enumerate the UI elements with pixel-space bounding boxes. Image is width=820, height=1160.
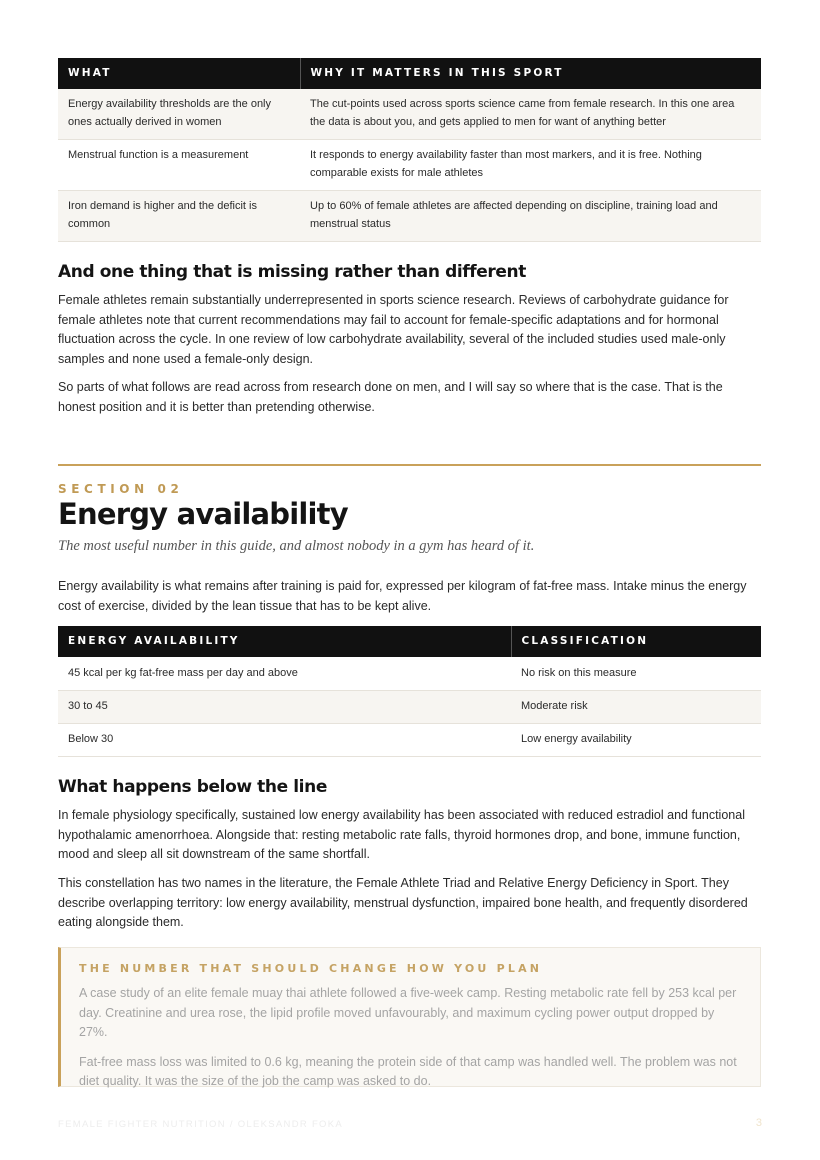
table-header-cell: WHY IT MATTERS IN THIS SPORT [300,58,761,89]
table-cell: It responds to energy availability faster than most markers, and it is free. Nothing comparable exists for male athletes [300,140,761,191]
body-paragraph: In female physiology specifically, sustained low energy availability has been associated with reduced estradiol and functional hypothalamic amenorrhoea. Alongside that: resting metabolic rate falls, thyroid hormones drop, and bone, immune function, mood and sleep all sit downstream of the same shortfall. [58,808,745,861]
table-cell: Up to 60% of female athletes are affected depending on discipline, training load and menstrual status [300,191,761,242]
table-cell: The cut-points used across sports science came from female research. In this one area the data is about you, and gets applied to men for want of anything better [300,89,761,140]
table-header-cell: CLASSIFICATION [511,626,761,657]
table-cell: No risk on this measure [511,657,761,690]
table-header-cell: ENERGY AVAILABILITY [58,626,511,657]
section-heading: And one thing that is missing rather than different [58,262,526,282]
table-cell: 45 kcal per kg fat-free mass per day and above [58,657,511,690]
table-header-cell: WHAT [58,58,300,89]
section-divider [58,464,761,466]
callout-paragraph: Fat-free mass loss was limited to 0.6 kg, meaning the protein side of that camp was handled well. The problem was not diet quality. It was the size of the job the camp was asked to do. [79,1054,737,1088]
female-differences-table [58,58,761,242]
section-label: SECTION 02 [58,482,184,496]
energy-availability-table [58,626,761,757]
table-row [58,89,761,140]
table-cell: Iron demand is higher and the deficit is common [58,191,300,242]
callout-paragraph: A case study of an elite female muay thai athlete followed a five-week camp. Resting metabolic rate fell by 253 kcal per day. Creatinine and urea rose, the lipid profile moved unfavourably, and maximum cycling power output dropped by 27%. [79,986,737,1039]
section-heading: What happens below the line [58,777,327,797]
body-paragraph: So parts of what follows are read across from research done on men, and I will say so where that is the case. That is the honest position and it is better than pretending otherwise. [58,380,723,414]
table-cell: Moderate risk [511,690,761,723]
table-cell: Low energy availability [511,723,761,756]
table-header-row [58,626,761,657]
section-subtitle: The most useful number in this guide, and almost nobody in a gym has heard of it. [58,538,535,554]
table-cell: Below 30 [58,723,511,756]
table-row [58,723,761,756]
table-cell: 30 to 45 [58,690,511,723]
footer-credit: FEMALE FIGHTER NUTRITION / OLEKSANDR FOKA [58,1119,344,1130]
table-row [58,690,761,723]
body-paragraph: Female athletes remain substantially underrepresented in sports science research. Reviews of carbohydrate guidance for female athletes note that current recommendations may fail to account for female-specific adaptations and for hormonal fluctuation across the cycle. In one review of low carbohydrate availability, several of the included studies used male-only samples and none used a female-only design. [58,293,729,366]
table-row [58,140,761,191]
table-cell: Energy availability thresholds are the only ones actually derived in women [58,89,300,140]
body-paragraph: Energy availability is what remains after training is paid for, expressed per kilogram of fat-free mass. Intake minus the energy cost of exercise, divided by the lean tissue that has to be kept alive. [58,579,747,613]
section-title: Energy availability [58,497,348,531]
page-number: 3 [755,1117,762,1129]
table-row [58,191,761,242]
body-paragraph: This constellation has two names in the literature, the Female Athlete Triad and Relative Energy Deficiency in Sport. They describe overlapping territory: low energy availability, menstrual dysfunction, impaired bone health, and frequently disordered eating alongside them. [58,876,748,929]
table-row [58,657,761,690]
table-cell: Menstrual function is a measurement [58,140,300,191]
table-header-row [58,58,761,89]
callout-box [58,947,761,1087]
callout-label: THE NUMBER THAT SHOULD CHANGE HOW YOU PLAN [79,962,543,975]
